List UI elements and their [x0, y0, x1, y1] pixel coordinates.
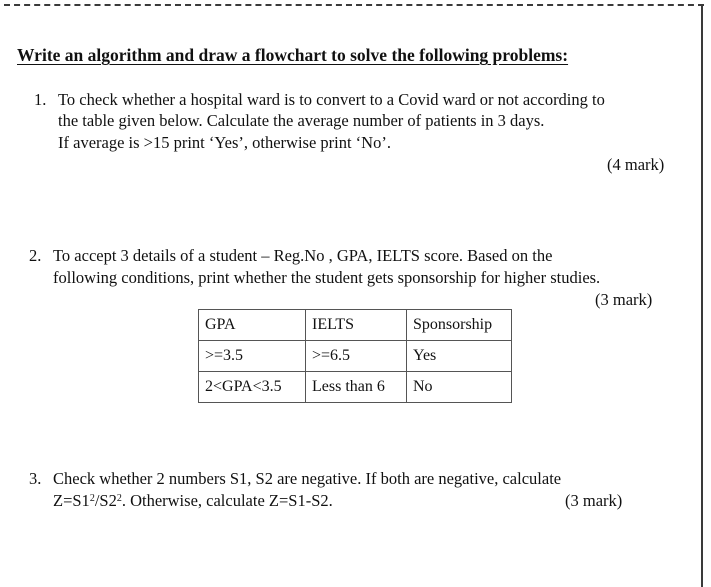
problem-2-line-2: following conditions, print whether the student gets sponsorship for higher studies. [53, 268, 601, 287]
table-header-cell: IELTS [306, 310, 407, 341]
table-cell: Yes [407, 341, 512, 372]
problem-3-line-2 [53, 491, 333, 511]
page-heading: Write an algorithm and draw a flowchart to solve the following problems: [17, 45, 569, 65]
table-header-cell: Sponsorship [407, 310, 512, 341]
problem-1-line-1: To check whether a hospital ward is to convert to a Covid ward or not according to [58, 90, 605, 109]
table-row [199, 341, 512, 372]
table-header-cell: GPA [199, 310, 306, 341]
problem-1-line-3: If average is >15 print ‘Yes’, otherwise print ‘No’. [58, 133, 391, 152]
table-cell: >=6.5 [306, 341, 407, 372]
table-cell: >=3.5 [199, 341, 306, 372]
right-border [701, 4, 703, 587]
formula-exponent-2: 2 [116, 493, 122, 504]
sponsorship-table [198, 309, 512, 403]
table-cell: 2<GPA<3.5 [199, 372, 306, 403]
table-row [199, 372, 512, 403]
problem-3-line-1: Check whether 2 numbers S1, S2 are negative. If both are negative, calculate [53, 469, 562, 488]
problem-3-number: 3. [29, 469, 42, 488]
problem-1-line-2: the table given below. Calculate the average number of patients in 3 days. [58, 111, 545, 130]
problem-2-mark: (3 mark) [595, 290, 653, 309]
problem-3-mark: (3 mark) [565, 491, 623, 510]
top-dashed-border [4, 4, 704, 6]
problem-1-number: 1. [34, 90, 47, 109]
problem-1-mark: (4 mark) [607, 155, 665, 174]
table-header-row [199, 310, 512, 341]
formula-part-1: Z=S1 [53, 491, 90, 510]
table-cell: Less than 6 [306, 372, 407, 403]
problem-2-line-1: To accept 3 details of a student – Reg.No , GPA, IELTS score. Based on the [53, 246, 553, 265]
problem-2-number: 2. [29, 246, 42, 265]
formula-part-2: /S2 [94, 491, 117, 510]
formula-part-3: . Otherwise, calculate Z=S1-S2. [121, 491, 333, 510]
table-cell: No [407, 372, 512, 403]
formula-exponent-1: 2 [89, 493, 95, 504]
